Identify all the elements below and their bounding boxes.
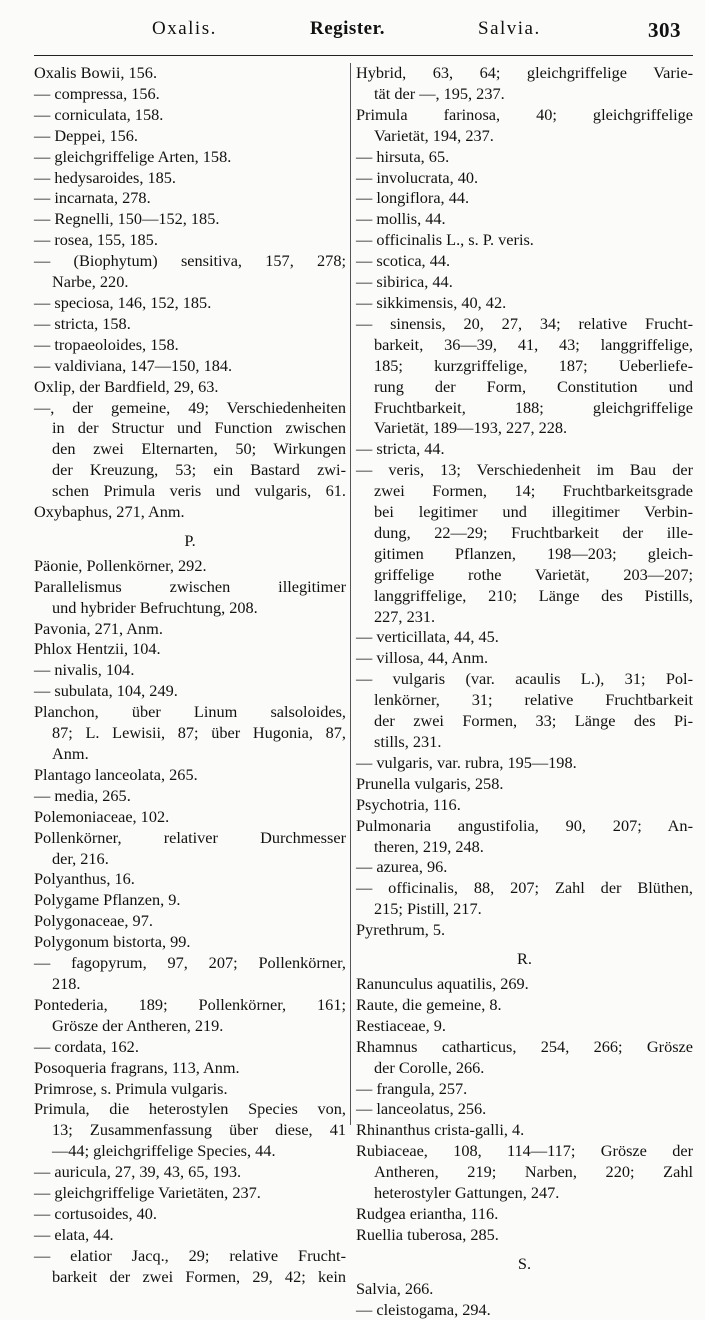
index-line: Polyanthus, 16. xyxy=(34,869,135,889)
index-line: bei legitimer und illegitimer Verbin- xyxy=(374,502,693,522)
header-last-entry: Salvia. xyxy=(478,18,541,39)
index-line: der zwei Formen, 33; Länge des Pi- xyxy=(374,711,693,731)
index-line: — verticillata, 44, 45. xyxy=(356,627,499,647)
index-line: — scotica, 44. xyxy=(356,251,451,271)
index-line: — stricta, 158. xyxy=(34,313,131,333)
index-line: und hybrider Befruchtung, 208. xyxy=(52,597,258,617)
index-line: —44; gleichgriffelige Species, 44. xyxy=(52,1141,276,1161)
index-line: — hirsuta, 65. xyxy=(356,146,450,166)
index-line: Oxybaphus, 271, Anm. xyxy=(34,502,185,522)
index-line: Varietät, 194, 237. xyxy=(374,125,494,145)
index-line: Primula farinosa, 40; gleichgriffelige xyxy=(356,104,693,124)
index-line: Pulmonaria angustifolia, 90, 207; An- xyxy=(356,815,693,835)
page-number: 303 xyxy=(648,18,681,42)
header-title: Register. xyxy=(310,18,386,39)
index-line: — speciosa, 146, 152, 185. xyxy=(34,292,212,312)
index-line: tät der —, 195, 237. xyxy=(374,83,505,103)
index-line: Rhamnus catharticus, 254, 266; Grösze xyxy=(356,1036,693,1056)
index-line: — tropaeoloides, 158. xyxy=(34,334,179,354)
index-line: Polemoniaceae, 102. xyxy=(34,806,170,826)
index-line: Salvia, 266. xyxy=(356,1278,434,1298)
index-line: — elata, 44. xyxy=(34,1224,114,1244)
index-line: — lanceolatus, 256. xyxy=(356,1099,487,1119)
index-line: — elatior Jacq., 29; relative Frucht- xyxy=(34,1245,346,1265)
index-column-right xyxy=(356,63,693,1320)
index-line: — involucrata, 40. xyxy=(356,167,479,187)
index-line: Oxlip, der Bardfield, 29, 63. xyxy=(34,376,219,396)
index-line: — officinalis, 88, 207; Zahl der Blüthen, xyxy=(356,878,693,898)
index-line: Raute, die gemeine, 8. xyxy=(356,994,502,1014)
index-line: Posoqueria fragrans, 113, Anm. xyxy=(34,1057,240,1077)
index-line: — longiflora, 44. xyxy=(356,188,470,208)
index-line: 218. xyxy=(52,973,81,993)
index-line: Polygame Pflanzen, 9. xyxy=(34,890,181,910)
index-line: Narbe, 220. xyxy=(52,272,129,292)
index-line: — veris, 13; Verschiedenheit im Bau der xyxy=(356,460,693,480)
index-line: — compressa, 156. xyxy=(34,83,160,103)
index-line: — rosea, 155, 185. xyxy=(34,230,158,250)
section-letter: P. xyxy=(184,530,196,550)
index-line: — auricula, 27, 39, 43, 65, 193. xyxy=(34,1162,242,1182)
section-letter: S. xyxy=(517,1253,532,1273)
index-line: langgriffelige, 210; Länge des Pistills, xyxy=(374,585,693,605)
index-line: stills, 231. xyxy=(374,732,442,751)
index-line: Rubiaceae, 108, 114—117; Grösze der xyxy=(356,1141,693,1161)
index-line: schen Primula veris und vulgaris, 61. xyxy=(52,481,346,501)
index-line: — nivalis, 104. xyxy=(34,660,135,680)
index-line: 13; Zusammenfassung über diese, 41 xyxy=(52,1120,346,1140)
index-line: lenkörner, 31; relative Fruchtbarkeit xyxy=(374,690,693,710)
index-line: Pollenkörner, relativer Durchmesser xyxy=(34,827,346,847)
index-line: Parallelismus zwischen illegitimer xyxy=(34,576,346,596)
index-line: Polygonaceae, 97. xyxy=(34,911,153,931)
index-line: — stricta, 44. xyxy=(356,439,445,459)
index-line: — gleichgriffelige Arten, 158. xyxy=(34,146,232,166)
index-line: Antheren, 219; Narben, 220; Zahl xyxy=(374,1162,693,1182)
index-line: — media, 265. xyxy=(34,785,131,805)
index-line: heterostyler Gattungen, 247. xyxy=(374,1183,560,1203)
index-line: Polygonum bistorta, 99. xyxy=(34,932,191,952)
index-line: 227, 231. xyxy=(374,606,436,626)
index-line: Anm. xyxy=(52,744,89,763)
index-line: — cleistogama, 294. xyxy=(356,1299,491,1319)
index-line: griffelige rothe Varietät, 203—207; xyxy=(374,564,693,584)
index-line: Pavonia, 271, Anm. xyxy=(34,618,163,638)
index-line: der Corolle, 266. xyxy=(374,1057,485,1077)
index-line: — incarnata, 278. xyxy=(34,188,151,208)
index-line: Restiaceae, 9. xyxy=(356,1015,446,1035)
index-line: Oxalis Bowii, 156. xyxy=(34,63,158,82)
index-line: der, 216. xyxy=(52,848,109,868)
index-line: 87; L. Lewisii, 87; über Hugonia, 87, xyxy=(52,723,346,743)
index-line: Rudgea eriantha, 116. xyxy=(356,1203,499,1223)
index-line: — villosa, 44, Anm. xyxy=(356,648,489,668)
index-line: — (Biophytum) sensitiva, 157, 278; xyxy=(34,251,346,271)
index-line: rung der Form, Constitution und xyxy=(374,376,693,396)
index-line: Phlox Hentzii, 104. xyxy=(34,639,161,659)
index-line: — cordata, 162. xyxy=(34,1036,139,1056)
index-line: Päonie, Pollenkörner, 292. xyxy=(34,555,207,575)
index-line: der Kreuzung, 53; ein Bastard zwi- xyxy=(52,460,346,480)
index-line: Primula, die heterostylen Species von, xyxy=(34,1099,346,1119)
index-line: — gleichgriffelige Varietäten, 237. xyxy=(34,1183,261,1203)
index-line: — vulgaris, var. rubra, 195—198. xyxy=(356,752,577,772)
index-line: Prunella vulgaris, 258. xyxy=(356,773,504,793)
index-line: — corniculata, 158. xyxy=(34,104,164,124)
index-line: barkeit, 36—39, 41, 43; langgriffelige, xyxy=(374,334,693,354)
index-line: Psychotria, 116. xyxy=(356,794,461,814)
index-line: — sibirica, 44. xyxy=(356,272,453,292)
index-line: — hedysaroides, 185. xyxy=(34,167,176,187)
index-line: 215; Pistill, 217. xyxy=(374,899,482,919)
index-line: —, der gemeine, 49; Verschiedenheiten xyxy=(34,397,346,417)
index-line: — officinalis L., s. P. veris. xyxy=(356,230,534,250)
index-line: — fagopyrum, 97, 207; Pollenkörner, xyxy=(34,953,346,973)
index-line: — frangula, 257. xyxy=(356,1078,468,1098)
index-line: — azurea, 96. xyxy=(356,857,448,877)
header-rule xyxy=(34,55,693,56)
index-line: Ranunculus aquatilis, 269. xyxy=(356,973,529,993)
index-line: 185; kurzgriffelige, 187; Ueberliefe- xyxy=(374,355,693,375)
index-line: barkeit der zwei Formen, 29, 42; kein xyxy=(52,1266,346,1286)
index-line: Fruchtbarkeit, 188; gleichgriffelige xyxy=(374,397,693,417)
index-line: — cortusoides, 40. xyxy=(34,1203,157,1223)
running-header xyxy=(34,18,685,48)
index-line: — valdiviana, 147—150, 184. xyxy=(34,355,233,375)
index-line: theren, 219, 248. xyxy=(374,836,484,856)
column-divider xyxy=(350,63,351,1125)
index-line: den zwei Elternarten, 50; Wirkungen xyxy=(52,439,346,459)
index-line: dung, 22—29; Fruchtbarkeit der ille- xyxy=(374,522,693,542)
index-line: Rhinanthus crista-galli, 4. xyxy=(356,1120,525,1140)
index-column-left xyxy=(34,63,346,1288)
index-line: — sinensis, 20, 27, 34; relative Frucht- xyxy=(356,313,693,333)
section-letter: R. xyxy=(517,949,532,969)
header-first-entry: Oxalis. xyxy=(152,18,217,39)
index-line: Pyrethrum, 5. xyxy=(356,920,446,940)
index-line: Grösze der Antheren, 219. xyxy=(52,1015,224,1035)
index-line: — vulgaris (var. acaulis L.), 31; Pol- xyxy=(356,669,693,689)
index-line: — Deppei, 156. xyxy=(34,125,138,145)
index-line: — Regnelli, 150—152, 185. xyxy=(34,209,220,229)
index-line: Hybrid, 63, 64; gleichgriffelige Varie- xyxy=(356,63,693,82)
index-line: zwei Formen, 14; Fruchtbarkeitsgrade xyxy=(374,481,693,501)
index-line: gitimen Pflanzen, 198—203; gleich- xyxy=(374,543,693,563)
index-line: Ruellia tuberosa, 285. xyxy=(356,1224,499,1244)
index-line: — sikkimensis, 40, 42. xyxy=(356,292,507,312)
index-line: — mollis, 44. xyxy=(356,209,446,229)
index-line: Pontederia, 189; Pollenkörner, 161; xyxy=(34,994,346,1014)
index-line: Varietät, 189—193, 227, 228. xyxy=(374,418,568,438)
index-line: Plantago lanceolata, 265. xyxy=(34,764,198,784)
index-line: Planchon, über Linum salsoloides, xyxy=(34,702,346,722)
index-line: — subulata, 104, 249. xyxy=(34,681,178,701)
index-line: in der Structur und Function zwischen xyxy=(52,418,346,438)
index-line: Primrose, s. Primula vulgaris. xyxy=(34,1078,228,1098)
